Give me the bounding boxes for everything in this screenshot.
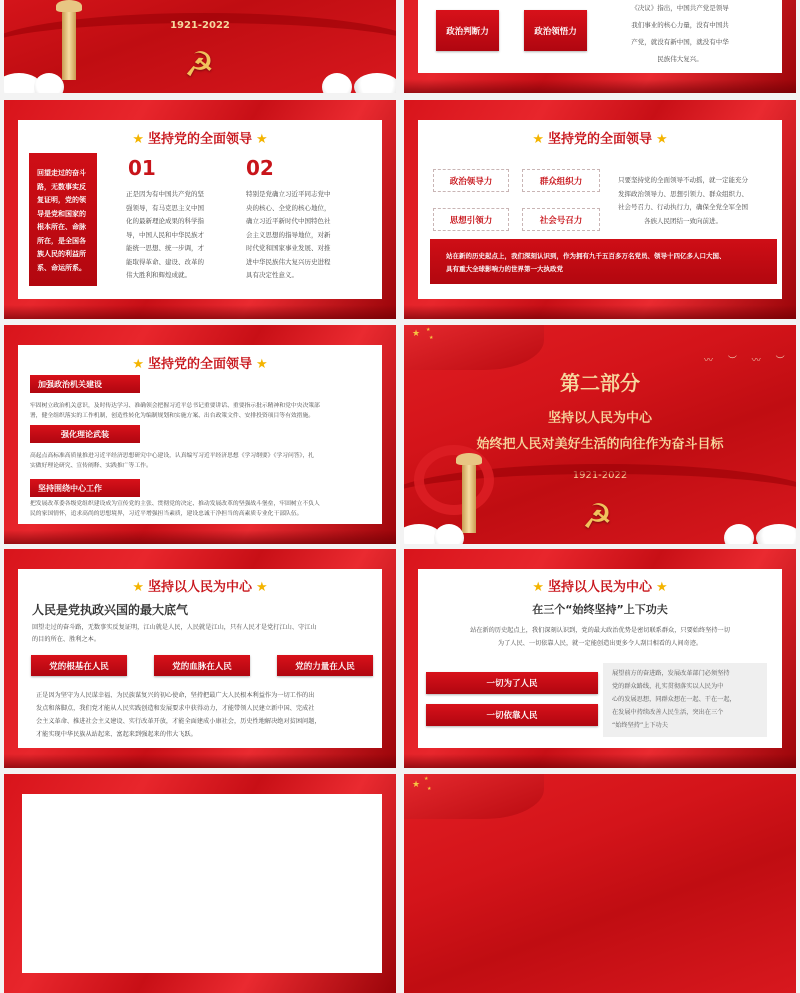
principle-button-rely-on-people[interactable]: 一切依靠人民 — [426, 704, 598, 726]
hammer-sickle-icon: ☭ — [582, 497, 613, 537]
capability-box-political-leadership[interactable]: 政治领导力 — [433, 169, 509, 192]
summary-box-text: 展望前方的奋进路，发展改革部门必须坚持 党的群众路线，扎实贯彻落实以人民为中 心的发展思想，同群众想在一起、干在一起， 在发展中持续改善人民生活，突出在三个 “始终坚持”上下功夫 — [612, 670, 736, 729]
section-text-central-work: 把发展改革委各级党组织建设成为宣传党的主张、贯彻党的决定、推动发展改革的坚强战斗堡垒，牢固树立不负人 民的家国情怀，追求高尚的思想境界，习近平增强担当素质，建设忠诚干净担当的高素质专业化干部队伍。 — [30, 501, 320, 517]
section-tag-theory: 强化理论武装 — [30, 425, 140, 443]
slide-thumbnail-3[interactable] — [4, 100, 396, 319]
slide-thumbnail-2[interactable] — [404, 0, 796, 93]
part-heading-line2: 始终把人民对美好生活的向往作为奋斗目标 — [476, 437, 724, 452]
star-icon: ★ — [429, 335, 434, 341]
part-heading-line1: 坚持以人民为中心 — [547, 411, 652, 426]
star-icon: ★ — [412, 329, 421, 339]
point-number-02: 02 — [246, 156, 274, 180]
intro-text: 回望走过的奋斗路，无数事实反复证明，江山就是人民，人民就是江山，只有人民才是党打江山、守江山 的目的所在、胜利之本。 — [32, 624, 317, 643]
star-icon: ★ — [132, 580, 144, 595]
quote-text: 《决议》指出，中国共产党是领导 我们事业的核心力量，没有中国共 产党，就没有新中国，就没有中华 民族伟大复兴。 — [631, 4, 729, 63]
slide-thumbnail-8[interactable] — [404, 549, 796, 768]
principle-button-for-people[interactable]: 一切为了人民 — [426, 672, 598, 694]
capability-button-political-comprehension[interactable]: 政治领悟力 — [524, 10, 587, 51]
point-number-01: 01 — [128, 156, 156, 180]
ribbon-heart-decoration — [414, 445, 494, 515]
year-range: 1921-2022 — [170, 20, 230, 31]
sidebar-callout: 回望走过的奋斗 路，无数事实反 复证明，党的领 导是党和国家的 根本所在、命脉 所在，是全国各 族人民的利益所 系、命运所系。 — [29, 153, 97, 286]
intro-text: 站在新的历史起点上，我们深刻认识到，党的最大政治优势是密切联系群众，只要始终坚持一切 为了人民、一切依靠人民，就一定能创造出更多令人刮目相看的人间奇迹。 — [470, 627, 730, 647]
capability-box-ideological-guidance[interactable]: 思想引领力 — [433, 208, 509, 231]
slide-thumbnail-1[interactable] — [4, 0, 396, 93]
star-icon: ★ — [412, 780, 421, 790]
slide-thumbnail-9[interactable] — [4, 774, 396, 993]
slide-subtitle: 在三个“始终坚持”上下功夫 — [532, 603, 668, 616]
star-icon: ★ — [424, 776, 429, 782]
slide-title: ★ 坚持以人民为中心 ★ — [132, 580, 268, 595]
hammer-sickle-icon: ☭ — [184, 45, 215, 85]
star-icon: ★ — [132, 132, 144, 147]
slide-content-frame — [22, 794, 382, 973]
part-title: 第二部分 — [560, 371, 640, 395]
people-button-strength[interactable]: 党的力量在人民 — [277, 655, 373, 676]
section-tag-political-organ: 加强政治机关建设 — [30, 375, 140, 393]
point-text-02: 特别是党确立习近平同志党中 央的核心、全党的核心地位， 确立习近平新时代中国特色社 会主义思想的指导地位，对新 时代党和国家事业发展、对推 进中华民族伟大复兴历史进程 具有决定性意义。 — [246, 190, 331, 279]
slide-title: ★ 坚持党的全面领导 ★ — [132, 132, 268, 147]
star-icon: ★ — [132, 357, 144, 372]
capability-box-social-appeal[interactable]: 社会号召力 — [522, 208, 600, 231]
people-button-foundation[interactable]: 党的根基在人民 — [31, 655, 127, 676]
highlight-banner: 站在新的历史起点上，我们深刻认识到，作为拥有九千五百多万名党员、领导十四亿多人口大国、 具有重大全球影响力的世界第一大执政党 — [430, 239, 777, 284]
section-text-theory: 高起点高标准高质量推进习近平经济思想研究中心建设，认真编写习近平经济思想《学习纲要》《学习问答》，扎 实做好理论研究、宣传阐释、实践推广等工作。 — [30, 453, 315, 469]
slide-thumbnail-7[interactable] — [4, 549, 396, 768]
star-icon: ★ — [256, 357, 268, 372]
section-tag-central-work: 坚持围绕中心工作 — [30, 479, 140, 497]
body-text: 正是因为坚守为人民谋幸福、为民族谋复兴的初心使命，坚持把最广大人民根本利益作为一切工作的出 发点和落脚点，我们党才能从人民实践创造和发展要求中获得动力，才能带领人民建立新中国、完成社 会主义革命、推进社会主义建设、实行改革开放，才能全面建成小康社会，历史性地解决绝对贫困问题， 才能实现中华民族从站起来、富起来到强起来的伟大飞跃。 — [36, 692, 321, 738]
year-range: 1921-2022 — [572, 470, 628, 481]
slide-subtitle: 人民是党执政兴国的最大底气 — [32, 603, 189, 617]
slide-title: ★ 坚持党的全面领导 ★ — [132, 357, 268, 372]
capability-box-mass-organization[interactable]: 群众组织力 — [522, 169, 600, 192]
slide-thumbnail-5[interactable] — [4, 325, 396, 544]
slide-thumbnail-6[interactable] — [404, 325, 796, 544]
clouds-decoration — [404, 522, 796, 544]
flag-decoration — [404, 325, 544, 370]
clouds-decoration — [4, 71, 396, 93]
slide-thumbnail-4[interactable] — [404, 100, 796, 319]
summary-text: 只要坚持党的全面领导不动摇，就一定能充分 发挥政治领导力、思想引领力、群众组织力、 社会号召力、行动执行力，确保全党全军全国 各族人民团结一致向前进。 — [618, 176, 748, 225]
star-icon: ★ — [656, 132, 668, 147]
people-button-bloodline[interactable]: 党的血脉在人民 — [154, 655, 250, 676]
star-icon: ★ — [532, 132, 544, 147]
star-icon: ★ — [427, 786, 432, 792]
star-icon: ★ — [426, 327, 431, 333]
point-text-01: 正是因为有中国共产党的坚 强领导，有马克思主义中国 化的最新理论成果的科学指 导，中国人民和中华民族才 能统一思想、统一步调，才 能取得革命、建设、改革的 伟大胜利和辉煌成就。 — [126, 190, 204, 279]
star-icon: ★ — [256, 132, 268, 147]
star-icon: ★ — [656, 580, 668, 595]
section-text-political-organ: 牢固树立政治机关意识，及时传达学习、准确领会把握习近平总书记重要讲话、重要指示批示精神和党中央决策部 署，健全组织落实的工作机制，创造性转化为编制规划和实施方案、出台政策文件、安排投资项目等有效措施。 — [30, 403, 320, 419]
slide-title: ★ 坚持党的全面领导 ★ — [532, 132, 668, 147]
capability-button-political-judgment[interactable]: 政治判断力 — [436, 10, 499, 51]
star-icon: ★ — [532, 580, 544, 595]
slide-thumbnail-10[interactable] — [404, 774, 796, 993]
slide-title: ★ 坚持以人民为中心 ★ — [532, 580, 668, 595]
star-icon: ★ — [256, 580, 268, 595]
birds-decoration: 〰 ︶ 〰 ︶ — [704, 356, 791, 366]
